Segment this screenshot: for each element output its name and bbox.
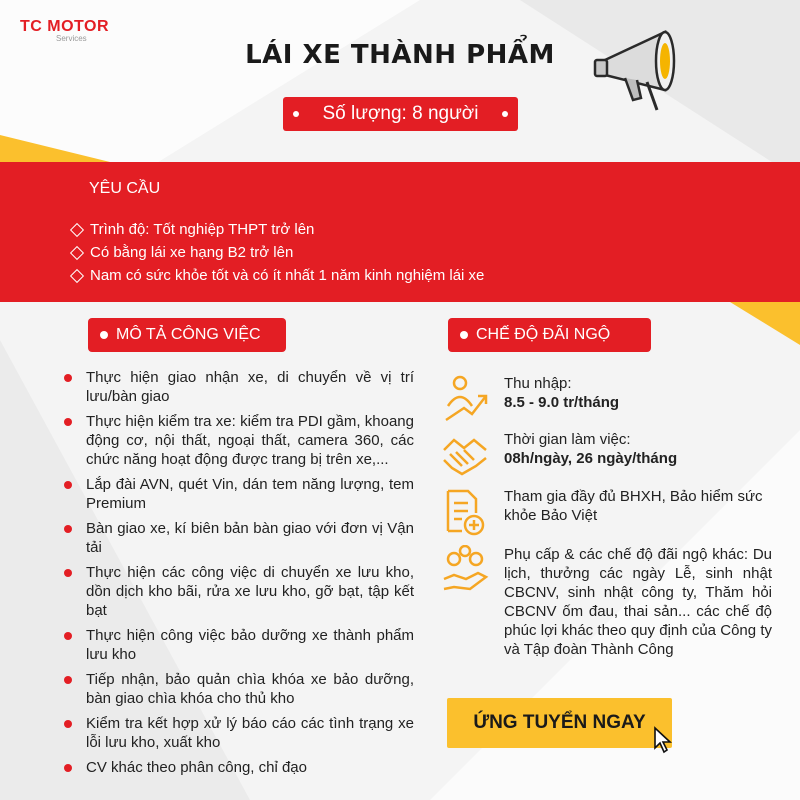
job-description-title: MÔ TẢ CÔNG VIỆC <box>88 318 286 352</box>
allowance-text: Phụ cấp & các chế độ đãi ngộ khác: Du lịch, thưởng các ngày Lễ, sinh nhật CBCNV, sinh nhật công ty, Thăm hỏi CBCNV ốm đau, thai sản... các chế độ phúc lợi khác theo quy định của Công ty và Tập đoàn Thành Công <box>504 546 772 658</box>
requirements-list <box>72 218 484 287</box>
requirements-title: YÊU CẦU <box>89 180 161 197</box>
list-item: Bàn giao xe, kí biên bản bàn giao với đơn vị Vận tải <box>62 519 414 557</box>
bullet-dot <box>293 111 299 117</box>
income-value: 8.5 - 9.0 tr/tháng <box>504 394 620 411</box>
benefit-allowance <box>440 545 770 685</box>
list-item: Lắp đài AVN, quét Vin, dán tem năng lượng, tem Premium <box>62 475 414 513</box>
job-description-list <box>62 368 414 783</box>
money-hand-icon <box>440 545 490 595</box>
quantity-text: Số lượng: 8 người <box>322 103 479 124</box>
list-item: Trình độ: Tốt nghiệp THPT trở lên <box>72 218 484 241</box>
list-item: Thực hiện giao nhận xe, di chuyển về vị trí lưu/bàn giao <box>62 368 414 406</box>
logo-brand: TC MOTOR <box>20 18 110 35</box>
list-item: Thực hiện kiểm tra xe: kiểm tra PDI gầm, khoang động cơ, nội thất, ngoại thất, camera 360, các chức năng hoạt động được trang bị trên xe,... <box>62 412 414 469</box>
benefits-title: CHẾ ĐỘ ĐÃI NGỘ <box>448 318 651 352</box>
bullet-dot <box>502 111 508 117</box>
list-item: Tiếp nhận, bảo quản chìa khóa xe bảo dưỡng, bàn giao chìa khóa cho thủ kho <box>62 670 414 708</box>
cursor-icon <box>653 726 673 754</box>
list-item: Kiểm tra kết hợp xử lý báo cáo các tình trạng xe lỗi lưu kho, xuất kho <box>62 714 414 752</box>
insurance-text: Tham gia đầy đủ BHXH, Bảo hiểm sức khỏe Bảo Việt <box>504 488 763 524</box>
list-item: Thực hiện công việc bảo dưỡng xe thành phẩm lưu kho <box>62 626 414 664</box>
logo-sub: Services <box>56 34 87 43</box>
benefit-hours <box>440 430 740 480</box>
handshake-icon <box>440 430 490 480</box>
growth-person-icon <box>440 374 490 424</box>
list-item: Thực hiện các công việc di chuyển xe lưu kho, dồn dịch kho bãi, rửa xe lưu kho, gỡ bạt, tập kết bạt <box>62 563 414 620</box>
income-label: Thu nhập: <box>504 375 572 392</box>
megaphone-icon <box>585 20 685 120</box>
hours-label: Thời gian làm việc: <box>504 431 631 448</box>
apply-button[interactable]: ỨNG TUYỂN NGAY <box>447 698 672 748</box>
list-item: CV khác theo phân công, chỉ đạo <box>62 758 414 777</box>
hours-value: 08h/ngày, 26 ngày/tháng <box>504 450 678 467</box>
benefit-income <box>440 374 740 424</box>
page-title: LÁI XE THÀNH PHẨM <box>245 40 555 70</box>
list-item: Nam có sức khỏe tốt và có ít nhất 1 năm kinh nghiệm lái xe <box>72 264 484 287</box>
document-add-icon <box>440 487 490 537</box>
benefit-insurance <box>440 487 770 537</box>
quantity-badge <box>283 97 518 131</box>
list-item: Có bằng lái xe hạng B2 trở lên <box>72 241 484 264</box>
